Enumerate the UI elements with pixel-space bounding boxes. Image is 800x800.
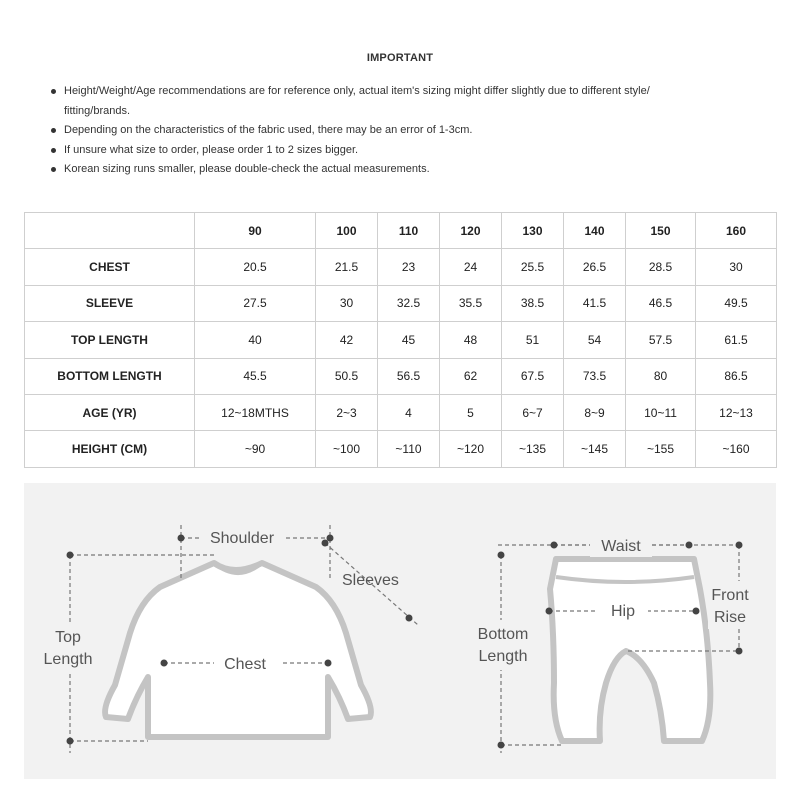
front-rise-top-dot [736, 542, 743, 549]
measurement-diagram-svg [24, 483, 776, 779]
chest-right-dot [325, 660, 332, 667]
note-item: If unsure what size to order, please order 1 to 2 sizes bigger. [50, 141, 770, 161]
table-cell: ~135 [502, 431, 564, 467]
table-cell: 12~18MTHS [195, 394, 316, 430]
table-cell: 10~11 [626, 394, 696, 430]
table-cell: 42 [316, 322, 378, 358]
note-item: Depending on the characteristics of the fabric used, there may be an error of 1-3cm. [50, 121, 770, 141]
table-header-row [25, 213, 777, 249]
table-cell: 27.5 [195, 285, 316, 321]
table-row [25, 249, 777, 285]
table-row [25, 285, 777, 321]
table-cell: 67.5 [502, 358, 564, 394]
row-label: TOP LENGTH [25, 322, 195, 358]
table-cell: 40 [195, 322, 316, 358]
note-item: Korean sizing runs smaller, please double-check the actual measurements. [50, 160, 770, 180]
table-cell: 32.5 [378, 285, 440, 321]
table-cell: 30 [316, 285, 378, 321]
table-cell: 54 [564, 322, 626, 358]
chest-label: Chest [224, 656, 266, 673]
table-cell: 35.5 [440, 285, 502, 321]
size-header: 160 [696, 213, 777, 249]
table-cell: 4 [378, 394, 440, 430]
table-cell: 61.5 [696, 322, 777, 358]
table-cell: 41.5 [564, 285, 626, 321]
table-cell: 21.5 [316, 249, 378, 285]
table-cell: ~100 [316, 431, 378, 467]
size-table [24, 212, 777, 468]
bottom-length-top-dot [498, 552, 505, 559]
table-cell: 30 [696, 249, 777, 285]
row-label: AGE (YR) [25, 394, 195, 430]
table-cell: ~90 [195, 431, 316, 467]
table-cell: 2~3 [316, 394, 378, 430]
table-cell: 86.5 [696, 358, 777, 394]
row-label: HEIGHT (CM) [25, 431, 195, 467]
front-rise-label-line1: Front [711, 587, 749, 604]
note-item: Height/Weight/Age recommendations are for reference only, actual item's sizing might differ slightly due to different style/ [50, 82, 770, 102]
size-header: 140 [564, 213, 626, 249]
row-label: CHEST [25, 249, 195, 285]
table-cell: 73.5 [564, 358, 626, 394]
table-cell: 24 [440, 249, 502, 285]
table-row [25, 358, 777, 394]
table-cell: 20.5 [195, 249, 316, 285]
top-length-bottom-dot [67, 738, 74, 745]
table-cell: 62 [440, 358, 502, 394]
shoulder-label: Shoulder [209, 530, 275, 547]
top-garment-icon [105, 563, 371, 737]
table-cell: 5 [440, 394, 502, 430]
table-cell: 26.5 [564, 249, 626, 285]
table-cell: 48 [440, 322, 502, 358]
size-header: 130 [502, 213, 564, 249]
table-cell: 56.5 [378, 358, 440, 394]
shoulder-right-dot [327, 535, 334, 542]
bottom-length-label-line1: Bottom [477, 626, 529, 643]
bottom-length-label-line2: Length [478, 648, 528, 665]
hip-left-dot [546, 608, 553, 615]
table-row [25, 394, 777, 430]
shoulder-left-dot [178, 535, 185, 542]
table-cell: 23 [378, 249, 440, 285]
size-header: 110 [378, 213, 440, 249]
table-cell: ~145 [564, 431, 626, 467]
table-cell: ~160 [696, 431, 777, 467]
table-corner-cell [25, 213, 195, 249]
waist-label: Waist [601, 538, 641, 555]
top-length-top-dot [67, 552, 74, 559]
front-rise-label-line2: Rise [713, 609, 747, 626]
table-cell: 50.5 [316, 358, 378, 394]
important-title: IMPORTANT [366, 52, 434, 64]
row-label: SLEEVE [25, 285, 195, 321]
size-header: 120 [440, 213, 502, 249]
table-row [25, 431, 777, 467]
waist-right-dot [686, 542, 693, 549]
table-cell: 45.5 [195, 358, 316, 394]
table-cell: 12~13 [696, 394, 777, 430]
table-cell: ~120 [440, 431, 502, 467]
important-notes [50, 82, 770, 180]
table-cell: 45 [378, 322, 440, 358]
size-header: 150 [626, 213, 696, 249]
size-header: 90 [195, 213, 316, 249]
front-rise-bottom-dot [736, 648, 743, 655]
note-item-continuation: fitting/brands. [64, 104, 131, 117]
hip-right-dot [693, 608, 700, 615]
table-cell: 49.5 [696, 285, 777, 321]
table-cell: 80 [626, 358, 696, 394]
hip-label: Hip [610, 603, 636, 620]
bottom-length-bottom-dot [498, 742, 505, 749]
row-label: BOTTOM LENGTH [25, 358, 195, 394]
size-header: 100 [316, 213, 378, 249]
top-length-label-line1: Top [55, 629, 81, 646]
table-cell: 25.5 [502, 249, 564, 285]
chest-left-dot [161, 660, 168, 667]
pants-garment-icon [550, 559, 710, 741]
table-cell: 46.5 [626, 285, 696, 321]
table-cell: 8~9 [564, 394, 626, 430]
table-cell: 6~7 [502, 394, 564, 430]
table-cell: ~155 [626, 431, 696, 467]
table-cell: 51 [502, 322, 564, 358]
waist-left-dot [551, 542, 558, 549]
sleeves-top-dot [322, 540, 329, 547]
sleeves-bottom-dot [406, 615, 413, 622]
table-cell: ~110 [378, 431, 440, 467]
measurement-diagram [24, 483, 776, 779]
sleeves-label: Sleeves [342, 572, 399, 589]
table-cell: 38.5 [502, 285, 564, 321]
table-cell: 28.5 [626, 249, 696, 285]
table-row [25, 322, 777, 358]
table-cell: 57.5 [626, 322, 696, 358]
top-length-label-line2: Length [43, 651, 93, 668]
